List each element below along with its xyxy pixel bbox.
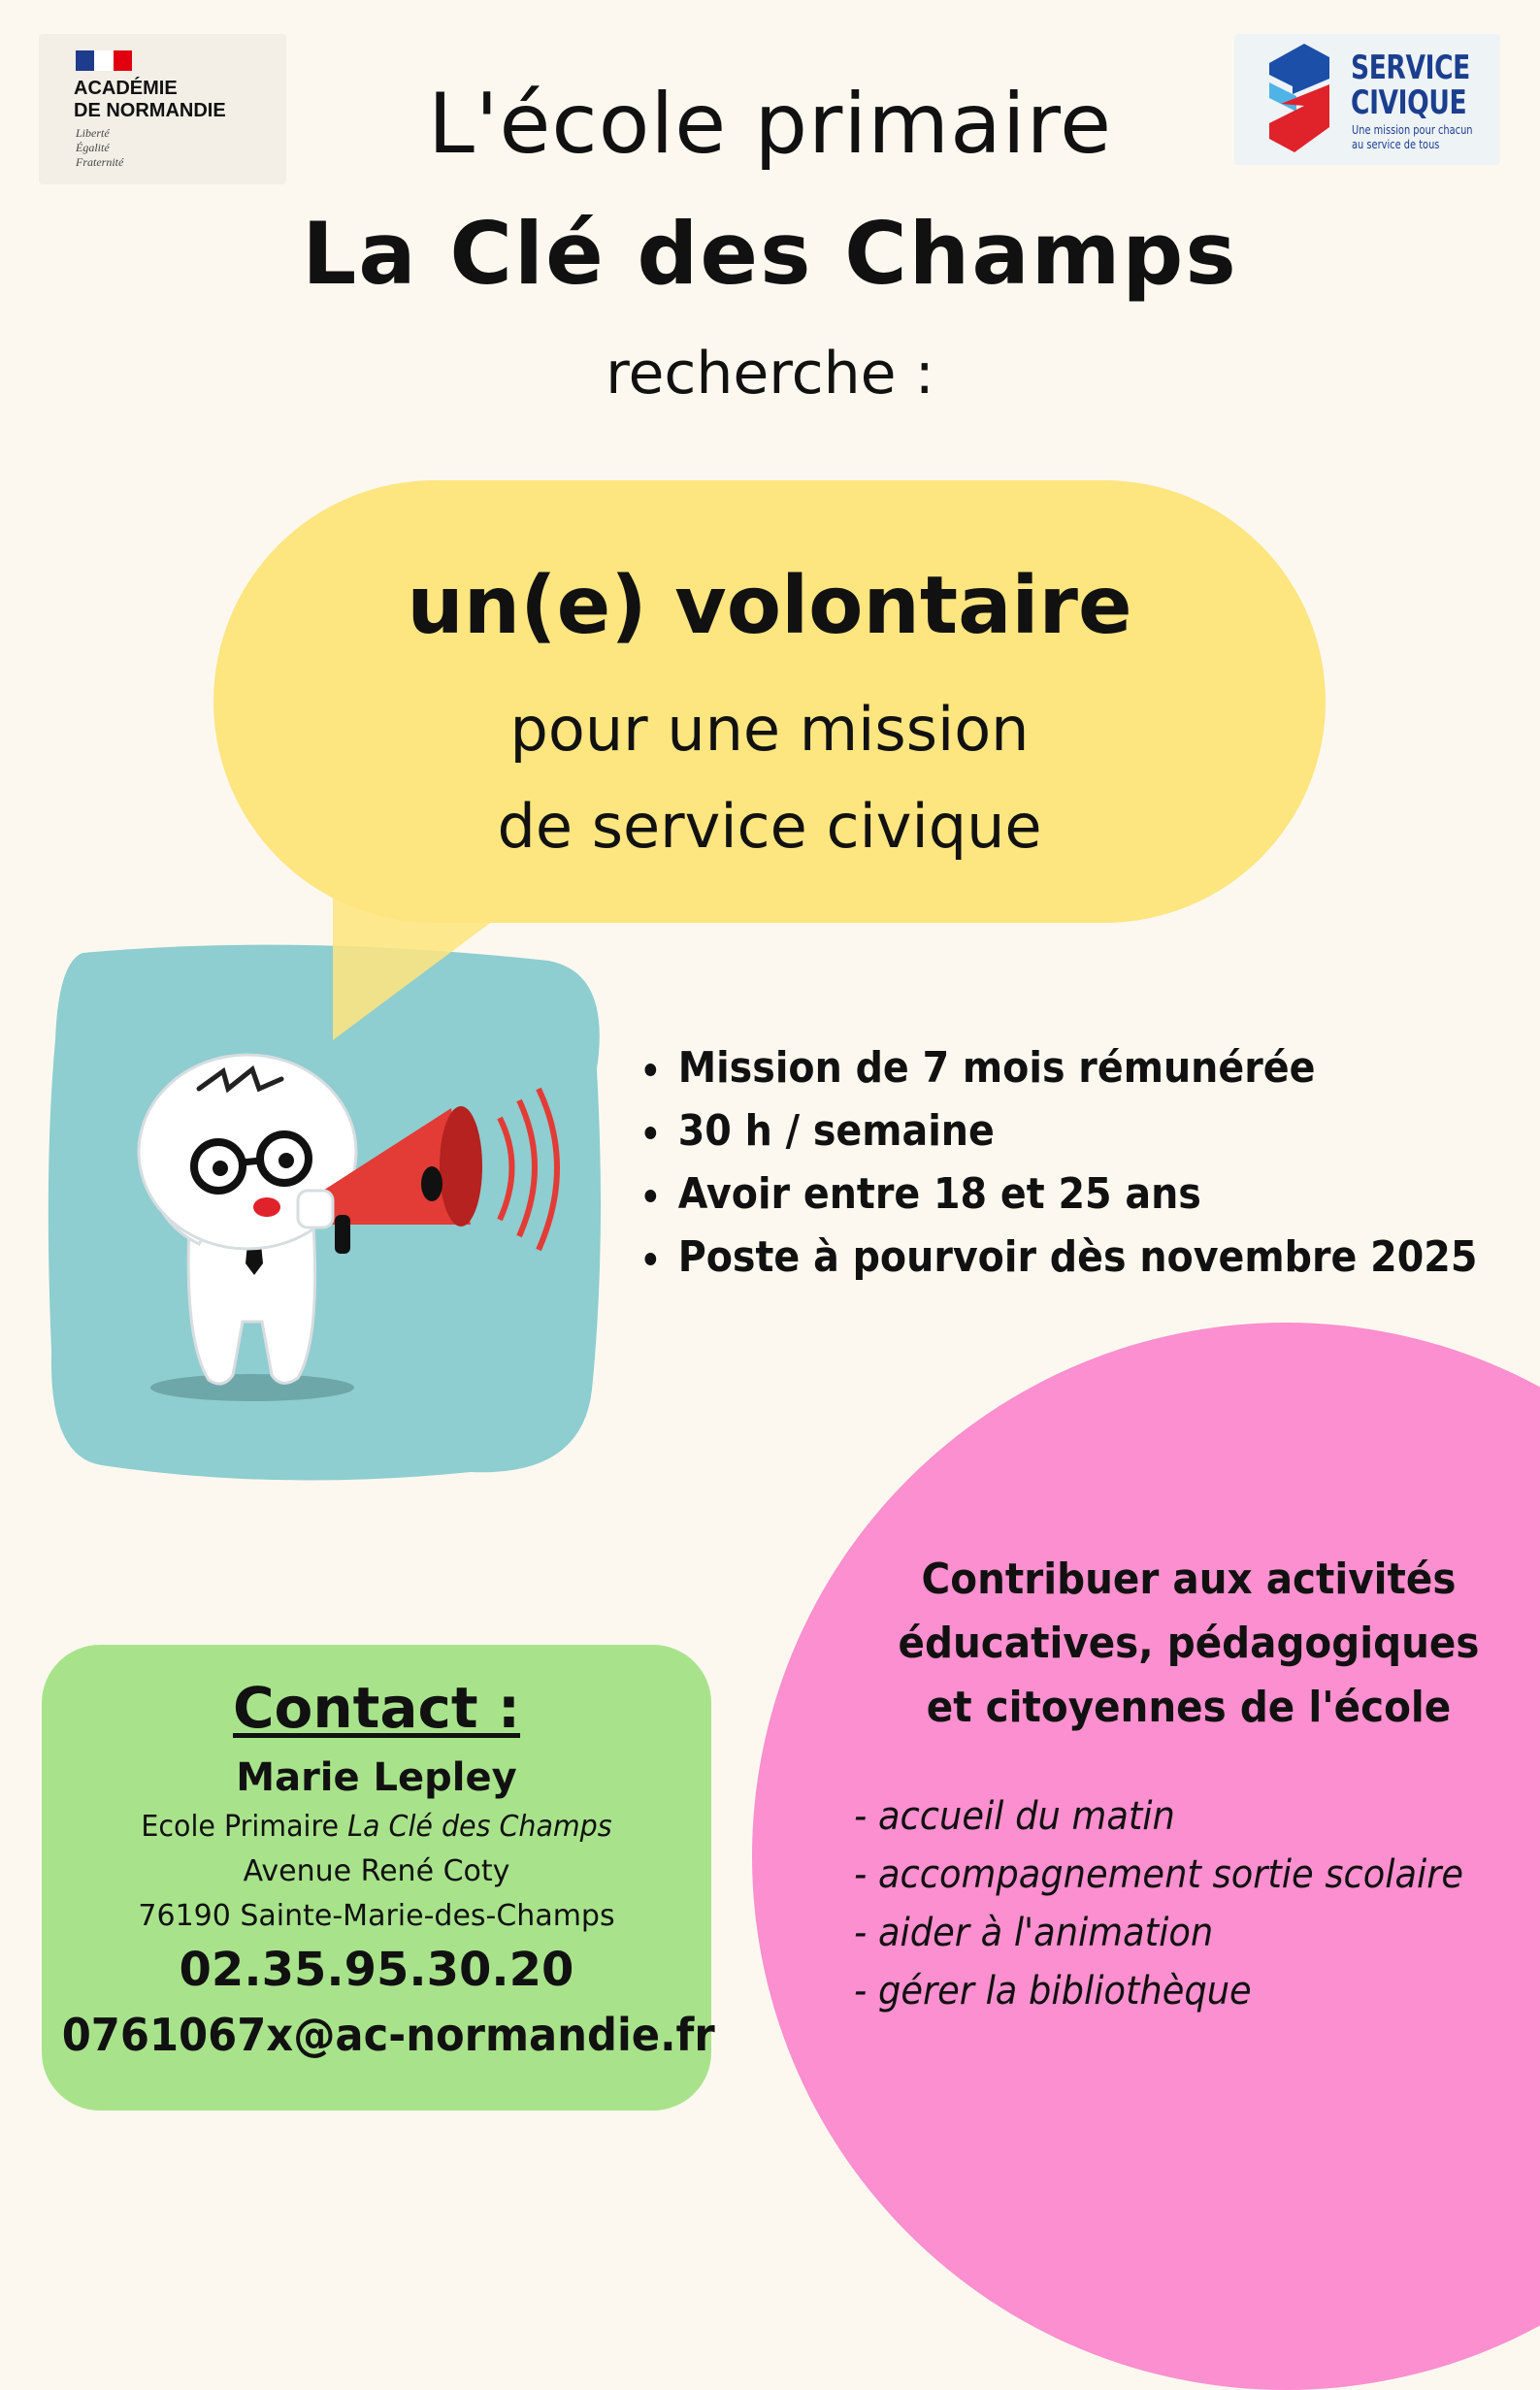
contact-school-name: La Clé des Champs — [347, 1810, 612, 1844]
mission-heading-line2: éducatives, pédagogiques — [898, 1619, 1480, 1668]
list-item: 30 h / semaine — [640, 1099, 1477, 1162]
sc-tagline-line1: Une mission pour chacun — [1352, 123, 1473, 137]
academie-name-line1: ACADÉMIE — [74, 78, 178, 99]
heading-line1: L'école primaire — [427, 76, 1113, 173]
sc-title-line1: SERVICE — [1351, 49, 1470, 87]
bubble-title: un(e) volontaire — [407, 560, 1132, 652]
sc-title-line2: CIVIQUE — [1351, 83, 1467, 122]
mission-heading-line3: et citoyennes de l'école — [926, 1683, 1452, 1732]
list-item: - gérer la bibliothèque — [854, 1969, 1252, 2013]
heading-school-name: La Clé des Champs — [302, 204, 1238, 304]
list-item: - accueil du matin — [854, 1794, 1175, 1839]
list-item: Avoir entre 18 et 25 ans — [640, 1162, 1477, 1226]
motto-egalite: Égalité — [76, 141, 110, 154]
list-item: Poste à pourvoir dès novembre 2025 — [640, 1226, 1477, 1289]
contact-name: Marie Lepley — [236, 1755, 517, 1800]
contact-school — [58, 1805, 695, 1849]
bubble-line2: de service civique — [497, 791, 1042, 862]
contact-title: Contact : — [232, 1675, 521, 1741]
marianne-flag-icon — [76, 50, 132, 71]
academie-name-line2: DE NORMANDIE — [74, 100, 226, 121]
mission-conditions-list — [640, 1036, 1540, 1289]
list-item: Mission de 7 mois rémunérée — [640, 1036, 1477, 1099]
bubble-line1: pour une mission — [509, 694, 1030, 765]
mission-tasks-list — [854, 1787, 1517, 2020]
list-item: - accompagnement sortie scolaire — [854, 1852, 1464, 1897]
mission-heading-line1: Contribuer aux activités — [921, 1555, 1457, 1604]
contact-phone: 02.35.95.30.20 — [179, 1943, 574, 1997]
megaphone-character-icon — [44, 933, 611, 1487]
contact-school-prefix: Ecole Primaire — [141, 1810, 348, 1844]
heading-recherche: recherche : — [606, 340, 934, 408]
mission-heading — [854, 1548, 1524, 1740]
sc-tagline-line2: au service de tous — [1352, 138, 1440, 151]
motto-liberte: Liberté — [76, 126, 110, 140]
contact-city: 76190 Sainte-Marie-des-Champs — [138, 1899, 615, 1933]
contact-street: Avenue René Coty — [243, 1854, 510, 1888]
motto-fraternite: Fraternité — [76, 155, 124, 169]
list-item: - aider à l'animation — [854, 1911, 1214, 1955]
contact-email: 0761067x@ac-normandie.fr — [61, 2009, 715, 2061]
